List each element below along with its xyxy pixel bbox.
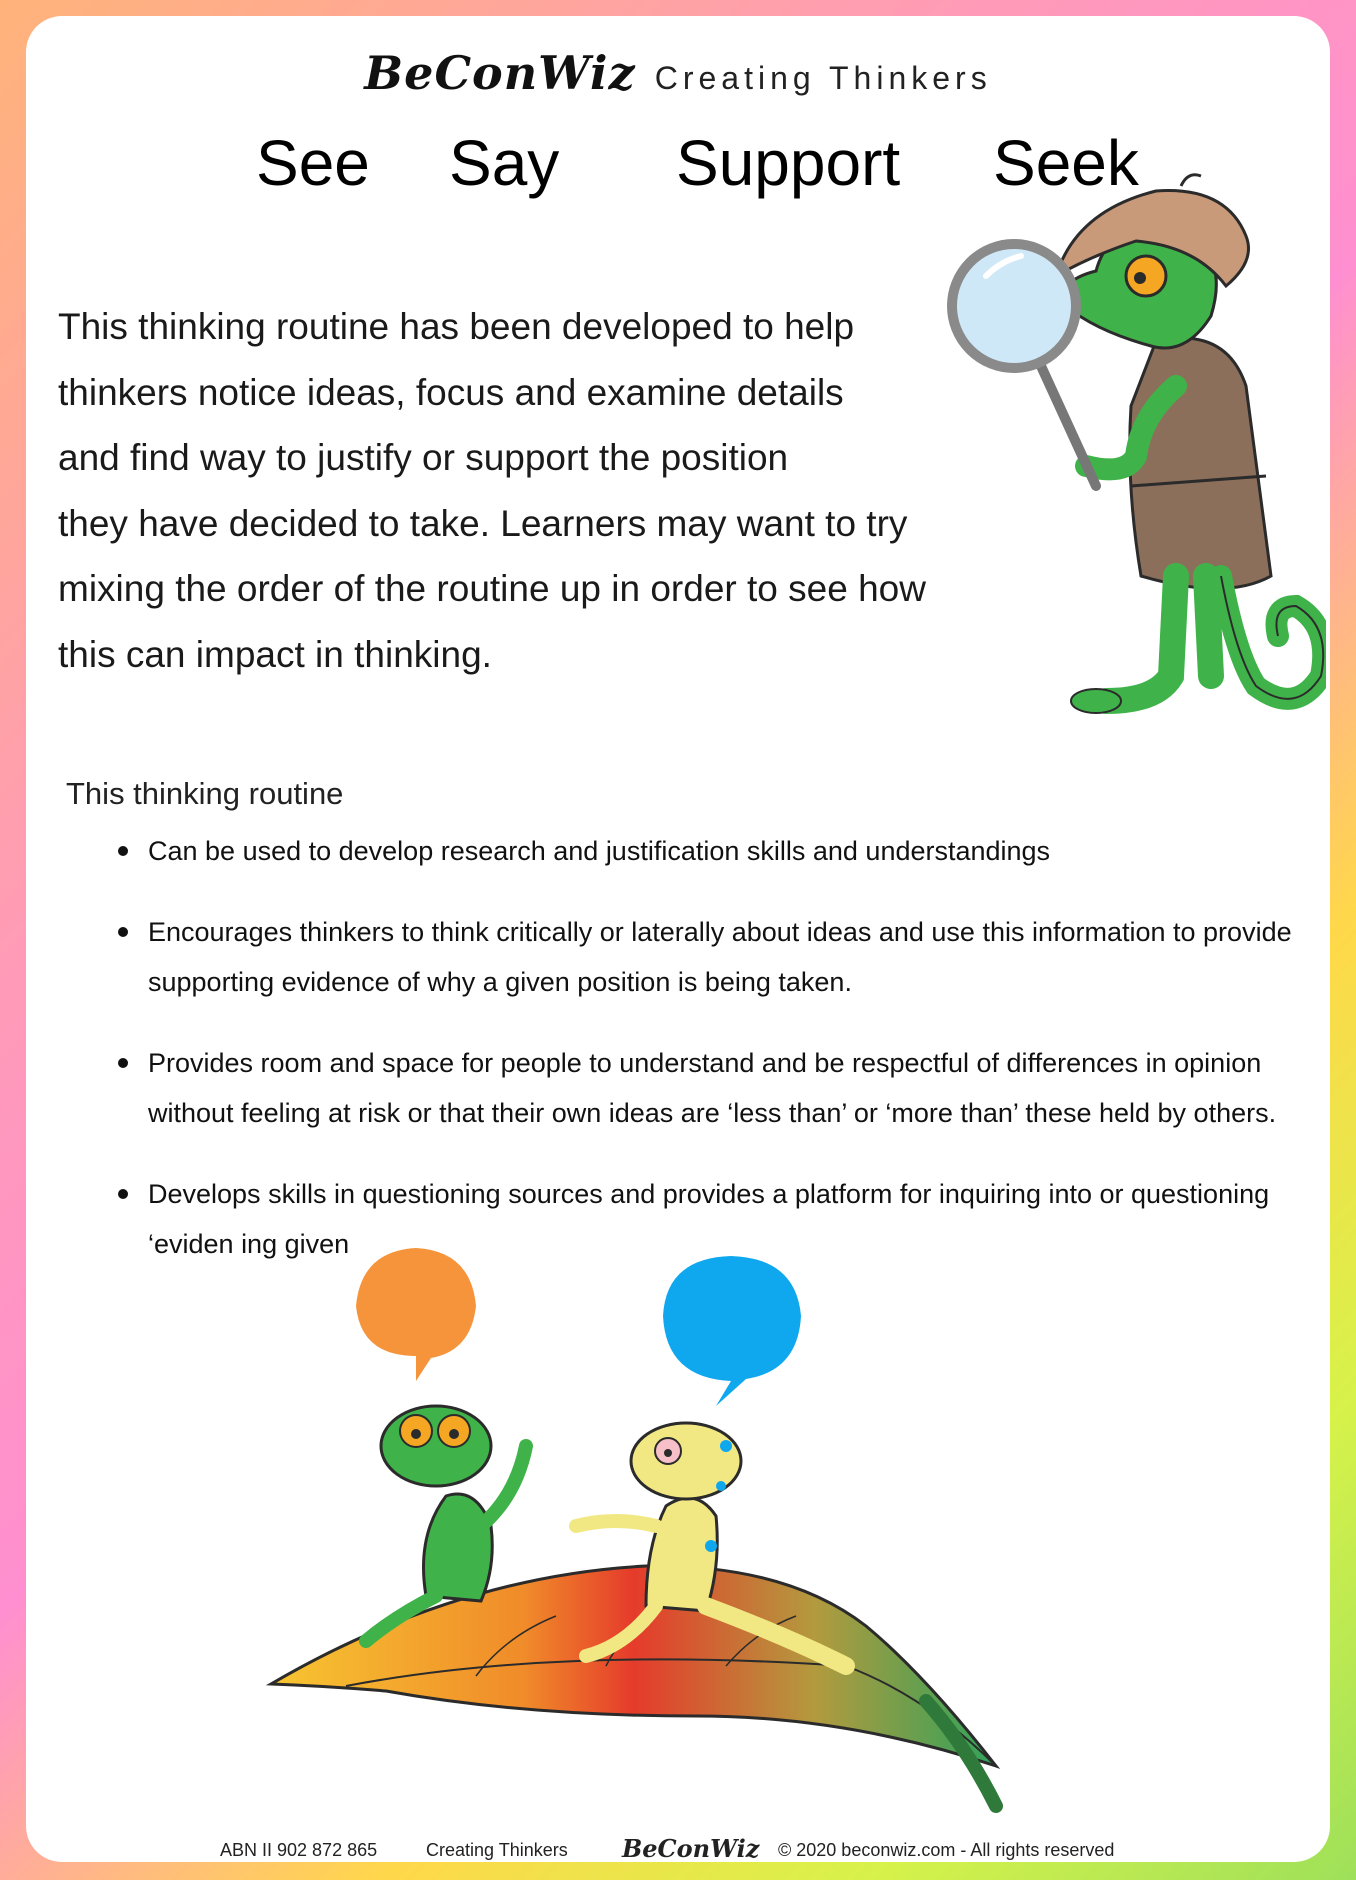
title-word-see: See	[256, 127, 370, 199]
intro-line: they have decided to take. Learners may want to try	[58, 502, 908, 544]
leaf-geckos-illustration	[226, 1246, 1046, 1826]
worksheet-page	[26, 16, 1330, 1862]
brand-logo: BeConWiz	[364, 46, 636, 100]
intro-line: This thinking routine has been developed to help	[58, 306, 855, 347]
brand-tagline: Creating Thinkers	[654, 60, 992, 96]
list-item-text: Develops skills in questioning sources and provides a platform for inquiring into or questioning ‘eviden ing given	[148, 1179, 1270, 1259]
list-item-text: Provides room and space for people to understand and be respectful of differences in opinion without feeling at risk or that their own ideas are ‘less than’ or ‘more than’ these held by others.	[148, 1048, 1277, 1128]
footer-logo: BeConWiz	[622, 1834, 760, 1862]
title-word-say: Say	[449, 127, 560, 199]
list-item-text: Can be used to develop research and justification skills and understandings	[148, 836, 1051, 866]
title-word-seek: Seek	[993, 127, 1139, 199]
intro-line: thinkers notice ideas, focus and examine details	[58, 371, 844, 413]
section-title: This thinking routine	[66, 776, 344, 811]
bullet-icon	[118, 927, 128, 937]
intro-line: this can impact in thinking.	[58, 633, 492, 675]
page-footer	[26, 1834, 1330, 1862]
list-item-text: Encourages thinkers to think critically or laterally about ideas and use this information to provide supporting evidence of why a given position is being taken.	[148, 917, 1292, 997]
list-item	[118, 826, 1328, 876]
footer-tagline: Creating Thinkers	[426, 1840, 568, 1860]
bullet-icon	[118, 846, 128, 856]
footer-copyright: © 2020 beconwiz.com - All rights reserved	[778, 1840, 1115, 1860]
bullet-list	[118, 826, 1328, 1300]
bullet-icon	[118, 1189, 128, 1199]
list-item	[118, 907, 1328, 1007]
detective-gecko-illustration	[926, 156, 1326, 736]
intro-line: and find way to justify or support the position	[58, 437, 789, 478]
brand-header	[26, 46, 1330, 100]
bullet-icon	[118, 1058, 128, 1068]
intro-line: mixing the order of the routine up in order to see how	[58, 568, 926, 609]
footer-abn: ABN II 902 872 865	[220, 1840, 378, 1860]
title-word-support: Support	[676, 127, 901, 199]
list-item	[118, 1038, 1328, 1138]
